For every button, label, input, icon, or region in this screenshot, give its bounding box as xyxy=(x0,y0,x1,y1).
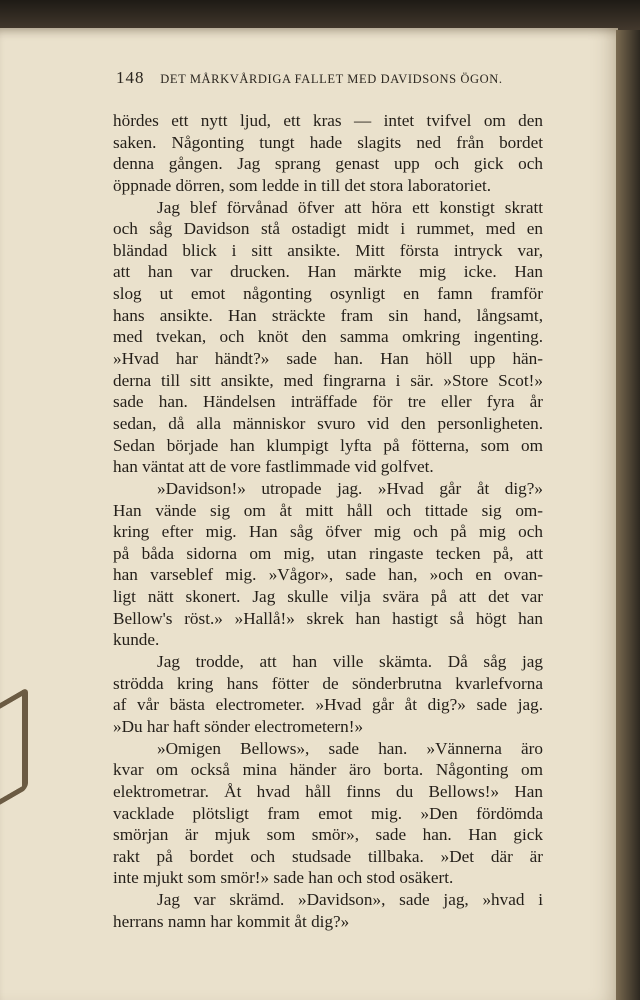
text-line: herrans namn har kommit åt dig?» xyxy=(113,911,350,931)
text-line: rakt på bordet och studsade tillbaka. »Det där är xyxy=(113,846,543,866)
text-line: Jag var skrämd. »Davidson», sade jag, »hvad i xyxy=(157,890,543,910)
text-line: derna till sitt ansikte, med fingrarna i sär. »Store Scot!» xyxy=(113,370,543,390)
text-line: Han vände sig om åt mitt håll och tittade sig om- xyxy=(113,500,543,520)
text-line: öppnade dörren, som ledde in till det stora laboratoriet. xyxy=(113,175,492,195)
text-line: »Du har haft sönder electrometern!» xyxy=(113,716,364,736)
text-line: slog ut emot någonting osynligt en famn framför xyxy=(113,284,543,304)
text-line: Jag blef förvånad öfver att höra ett konstigt skratt xyxy=(157,197,543,217)
text-line: han varseblef mig. »Vågor», sade han, »och en ovan- xyxy=(113,565,543,585)
text-line: och såg Davidson stå ostadigt midt i rummet, med en xyxy=(113,219,543,239)
text-line: Sedan började han klumpigt lyfta på fötterna, som om xyxy=(113,435,543,455)
text-line: bländad blick i sitt ansikte. Mitt första intryck var, xyxy=(113,240,543,260)
text-line: vacklade plötsligt fram emot mig. »Den fördömda xyxy=(113,803,543,823)
text-line: han väntat att de vore fastlimmade vid golfvet. xyxy=(113,457,434,477)
running-title: DET MÅRKVÅRDIGA FALLET MED DAVIDSONS ÖGON. xyxy=(160,72,503,86)
text-line: Bellow's röst.» »Hallå!» skrek han hastigt så högt han xyxy=(113,608,543,628)
text-line: sedan, då alla människor svuro vid den personligheten. xyxy=(113,413,543,433)
text-line: af vår bästa electrometer. »Hvad går åt dig?» sade jag. xyxy=(113,695,543,715)
text-line: strödda kring hans fötter de sönderbrutna kvarlefvorna xyxy=(113,673,543,693)
text-line: med tvekan, och knöt den samma omkring ingenting. xyxy=(113,327,543,347)
text-line: smörjan är mjuk som smör», sade han. Han gick xyxy=(113,825,543,845)
text-line: saken. Någonting tungt hade slagits ned från bordet xyxy=(113,132,543,152)
text-line: ligt nätt skonert. Jag skulle vilja svära på att det var xyxy=(113,587,543,607)
text-line: på båda sidorna om mig, utan ringaste tecken på, att xyxy=(113,543,543,563)
text-line: hans ansikte. Han sträckte fram sin hand, långsamt, xyxy=(113,305,543,325)
text-line: sade han. Händelsen inträffade för tre eller fyra år xyxy=(113,392,543,412)
text-line: inte mjukt som smör!» sade han och stod osäkert. xyxy=(113,868,454,888)
text-line: kring efter mig. Han såg öfver mig och på mig och xyxy=(113,522,543,542)
text-line: Jag trodde, att han ville skämta. Då såg jag xyxy=(157,652,543,672)
text-line: hördes ett nytt ljud, ett kras — intet tvifvel om den xyxy=(113,111,543,130)
page-right-edge xyxy=(616,30,640,1000)
text-line: att han var drucken. Han märkte mig icke. Han xyxy=(113,262,543,282)
text-line: »Davidson!» utropade jag. »Hvad går åt dig?» xyxy=(157,478,543,498)
body-text xyxy=(113,110,543,932)
text-line: kvar om också mina händer äro borta. Någonting om xyxy=(113,760,543,780)
page-number: 148 xyxy=(116,68,145,87)
text-line: elektrometrar. Åt hvad håll finns du Bellows!» Han xyxy=(113,781,543,801)
running-header xyxy=(116,68,546,88)
text-line: denna gången. Jag sprang genast upp och gick och xyxy=(113,154,543,174)
text-line: »Hvad har händt?» sade han. Han höll upp hän- xyxy=(113,349,543,369)
text-line: kunde. xyxy=(113,630,160,650)
text-line: »Omigen Bellows», sade han. »Vännerna äro xyxy=(157,738,543,758)
